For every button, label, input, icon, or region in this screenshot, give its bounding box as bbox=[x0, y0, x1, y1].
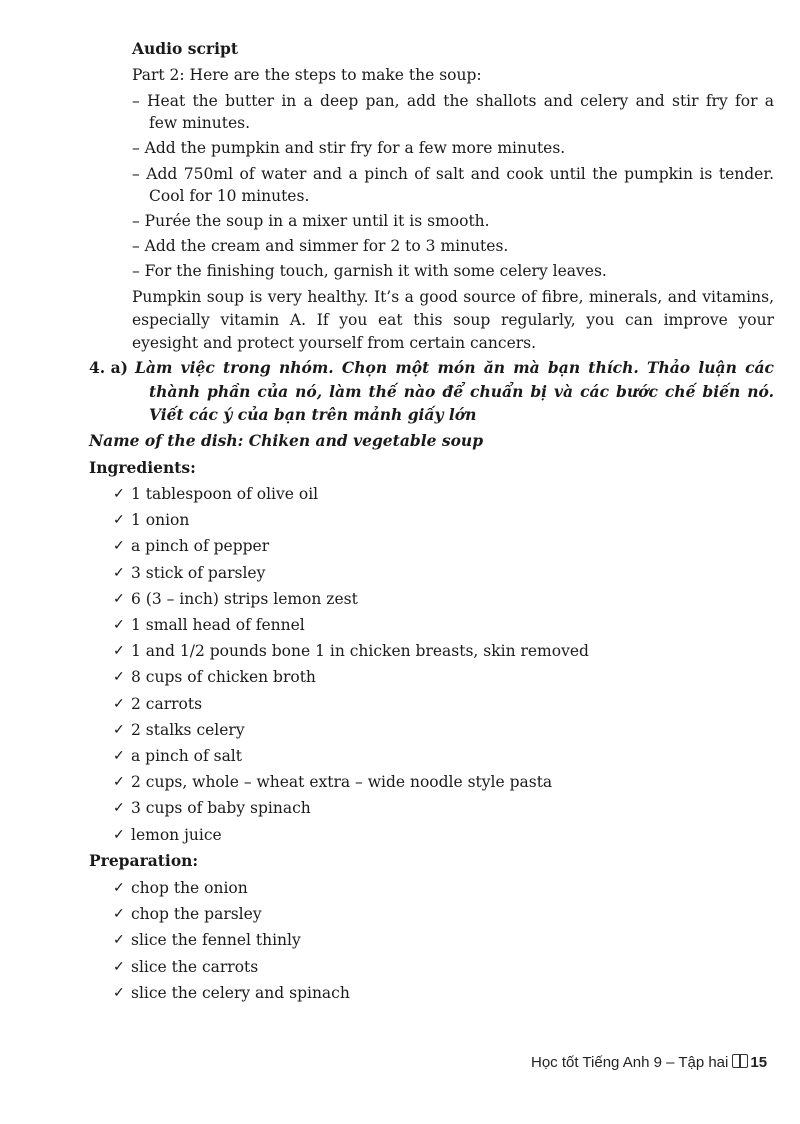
summary-line: especially vitamin A. If you eat this soup regularly, you can improve your bbox=[132, 311, 774, 329]
exercise-instruction-line: Làm việc trong nhóm. Chọn một món ăn mà bạn thích. Thảo luận các bbox=[135, 358, 774, 377]
step-line: – For the finishing touch, garnish it with some celery leaves. bbox=[132, 262, 607, 280]
check-icon: ✓ bbox=[113, 958, 125, 975]
step-line: few minutes. bbox=[149, 114, 251, 132]
step-line: Cool for 10 minutes. bbox=[149, 187, 310, 205]
exercise-number: 4. a) bbox=[89, 358, 128, 377]
check-icon: ✓ bbox=[113, 643, 125, 660]
list-item: slice the celery and spinach bbox=[131, 983, 350, 1002]
list-item: 2 stalks celery bbox=[131, 720, 245, 739]
list-item: slice the fennel thinly bbox=[131, 931, 301, 950]
step-line: – Purée the soup in a mixer until it is smooth. bbox=[132, 212, 490, 230]
check-icon: ✓ bbox=[113, 538, 125, 555]
step-line: – Add 750ml of water and a pinch of salt and cook until the pumpkin is tender. bbox=[132, 165, 774, 183]
list-item: 1 tablespoon of olive oil bbox=[131, 485, 319, 503]
list-item: chop the parsley bbox=[131, 905, 262, 924]
ingredients-heading: Ingredients: bbox=[89, 458, 196, 477]
check-icon: ✓ bbox=[113, 880, 125, 896]
list-item: 3 stick of parsley bbox=[131, 563, 266, 582]
book-icon bbox=[732, 1054, 748, 1068]
summary-line: eyesight and protect yourself from certain cancers. bbox=[132, 334, 537, 352]
list-item: 2 carrots bbox=[131, 694, 203, 713]
list-item: chop the onion bbox=[131, 879, 248, 897]
exercise-instruction-line: thành phần của nó, làm thế nào để chuẩn bị và các bước chế biến nó. bbox=[149, 382, 774, 401]
audio-script-title: Audio script bbox=[132, 39, 238, 58]
check-icon: ✓ bbox=[113, 617, 125, 633]
exercise-instruction-line: Viết các ý của bạn trên mảnh giấy lớn bbox=[149, 405, 477, 424]
step-line: – Add the cream and simmer for 2 to 3 minutes. bbox=[132, 237, 509, 255]
book-title: Học tốt Tiếng Anh 9 – Tập hai bbox=[531, 1054, 729, 1071]
list-item: a pinch of pepper bbox=[131, 537, 270, 556]
page-footer bbox=[531, 1053, 767, 1073]
list-item: a pinch of salt bbox=[131, 747, 242, 765]
list-item: 2 cups, whole – wheat extra – wide noodle style pasta bbox=[131, 773, 553, 792]
check-icon: ✓ bbox=[113, 512, 125, 529]
check-icon: ✓ bbox=[113, 906, 125, 923]
list-item: 1 and 1/2 pounds bone 1 in chicken breasts, skin removed bbox=[131, 642, 589, 661]
check-icon: ✓ bbox=[113, 486, 125, 502]
check-icon: ✓ bbox=[113, 669, 125, 686]
step-line: – Add the pumpkin and stir fry for a few more minutes. bbox=[132, 139, 566, 157]
summary-line: Pumpkin soup is very healthy. It’s a good source of fibre, minerals, and vitamins, bbox=[132, 288, 774, 306]
check-icon: ✓ bbox=[113, 721, 125, 738]
check-icon: ✓ bbox=[113, 826, 125, 843]
check-icon: ✓ bbox=[113, 984, 125, 1001]
check-icon: ✓ bbox=[113, 590, 125, 607]
list-item: 1 onion bbox=[131, 511, 190, 530]
list-item: 1 small head of fennel bbox=[131, 616, 305, 634]
check-icon: ✓ bbox=[113, 695, 125, 712]
list-item: slice the carrots bbox=[131, 957, 259, 976]
list-item: 3 cups of baby spinach bbox=[131, 799, 311, 818]
check-icon: ✓ bbox=[113, 774, 125, 791]
preparation-heading: Preparation: bbox=[89, 851, 199, 870]
step-line: – Heat the butter in a deep pan, add the shallots and celery and stir fry for a bbox=[132, 92, 774, 110]
check-icon: ✓ bbox=[113, 800, 125, 817]
list-item: 6 (3 – inch) strips lemon zest bbox=[131, 589, 358, 608]
check-icon: ✓ bbox=[113, 748, 125, 764]
list-item: lemon juice bbox=[131, 825, 222, 844]
list-item: 8 cups of chicken broth bbox=[131, 668, 316, 687]
check-icon: ✓ bbox=[113, 564, 125, 581]
page-number: 15 bbox=[750, 1054, 768, 1071]
check-icon: ✓ bbox=[113, 932, 125, 949]
dish-name: Name of the dish: Chiken and vegetable soup bbox=[89, 431, 484, 450]
audio-script-intro: Part 2: Here are the steps to make the soup: bbox=[132, 66, 482, 84]
